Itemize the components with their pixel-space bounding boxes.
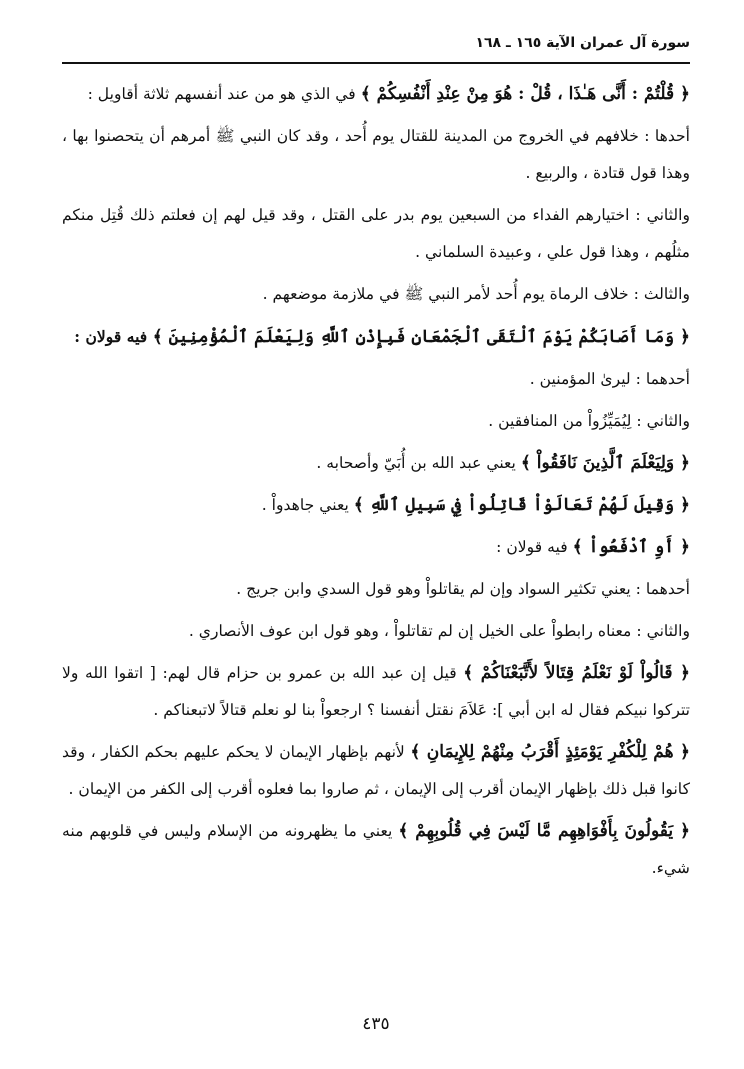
commentary-text: لأنهم بإظهار الإيمان لا يحكم عليهم بحكم الكفار ، وقد كانوا قبل ذلك بإظهار الإيمان أقرب إلى الإيمان ، ثم صاروا بما فعلوه أقرب إلى الكفر من الإيمان . xyxy=(62,743,690,798)
quran-verse: ﴿ أَوِ ٱدْفَعُواْ ﴾ xyxy=(572,537,690,557)
paragraph-3 xyxy=(62,197,690,271)
quran-verse: ﴿ قَالُواْ لَوْ نَعْلَمُ قِتَالاً لأَتَّبَعْنَاكُمْ ﴾ xyxy=(463,663,690,683)
paragraph-12 xyxy=(62,613,690,650)
commentary-text: في الذي هو من عند أنفسهم ثلاثة أقاويل : xyxy=(87,85,361,103)
commentary-text: فيه قولان : xyxy=(74,327,153,346)
paragraph-5 xyxy=(62,318,690,356)
header-title: سورة آل عمران الآية ١٦٥ ـ ١٦٨ xyxy=(475,35,690,51)
quran-verse: ﴿ يَقُولُونَ بِأَفْوَاهِهِم مَّا لَيْسَ فِي قُلُوبِهِمْ ﴾ xyxy=(398,821,690,841)
page xyxy=(62,28,690,1048)
paragraph-10 xyxy=(62,529,690,566)
paragraph-13 xyxy=(62,655,690,729)
commentary-text: أحدهما : يعني تكثير السواد وإن لم يقاتلواْ وهو قول السدي وابن جريج . xyxy=(236,580,690,598)
quran-verse: ﴿ قُلْتُمْ : أَنَّى هَـٰذَا ، قُلْ : هُوَ مِنْ عِنْدِ أَنْفُسِكُمْ ﴾ xyxy=(360,84,690,104)
paragraph-9 xyxy=(62,487,690,524)
commentary-text: والثالث : خلاف الرماة يوم أُحد لأمر النبي ﷺ في ملازمة موضعهم . xyxy=(262,285,690,303)
quran-verse: ﴿ هُمْ لِلْكُفْرِ يَوْمَئِذٍ أَقْرَبُ مِنْهُمْ لِلإِيمَانِ ﴾ xyxy=(410,742,690,762)
commentary-text: والثاني : اختيارهم الفداء من السبعين يوم بدر على القتل ، وقد قيل لهم إن فعلتم ذلك قُتِل منكم مثلُهم ، وهذا قول علي ، وعبيدة السلماني . xyxy=(62,206,690,261)
commentary-text: والثاني : معناه رابطواْ على الخيل إن لم تقاتلواْ ، وهو قول ابن عوف الأنصاري . xyxy=(188,622,690,640)
running-header xyxy=(62,28,690,64)
page-number: ٤٣٥ xyxy=(362,1014,390,1034)
quran-verse: ﴿ وَمَا أَصَابَكُمْ يَوْمَ ٱلْتَقَى ٱلْجَمْعَانِ فَبِإِذْنِ ٱللَّهِ وَلِيَعْلَمَ ٱلْمُؤْمِنِينَ ﴾ xyxy=(152,327,690,347)
paragraph-14 xyxy=(62,734,690,808)
quran-verse: ﴿ وَلِيَعْلَمَ ٱلَّذِينَ نَافَقُواْ ﴾ xyxy=(520,453,690,473)
commentary-text: يعني عبد الله بن أُبَيّ وأصحابه . xyxy=(316,454,521,472)
commentary-text: أحدها : خلافهم في الخروج من المدينة للقتال يوم أُحد ، وقد كان النبي ﷺ أمرهم أن يتحصنوا بها ، وهذا قول قتادة ، والربيع . xyxy=(62,127,690,182)
paragraph-6 xyxy=(62,361,690,398)
paragraph-15 xyxy=(62,813,690,887)
quran-verse: ﴿ وَقِيلَ لَهُمْ تَعَالَوْاْ قَاتِلُواْ فِي سَبِيلِ ٱللَّهِ ﴾ xyxy=(353,495,690,515)
paragraph-7 xyxy=(62,403,690,440)
commentary-text: قيل إن عبد الله بن عمرو بن حزام قال لهم: [ اتقوا الله ولا تتركوا نبيكم فقال له ابن أبي ]: عَلاَمَ نقتل أنفسنا ؟ ارجعواْ بنا لو نعلم قتالاً لاتبعناكم . xyxy=(62,664,690,719)
commentary-text: والثاني : لِيُمَيِّزُواْ من المنافقين . xyxy=(488,412,690,430)
paragraph-2 xyxy=(62,118,690,192)
commentary-text: أحدهما : ليرىٰ المؤمنين . xyxy=(529,370,690,388)
paragraph-4 xyxy=(62,276,690,313)
paragraph-8 xyxy=(62,445,690,482)
commentary-text: يعني جاهدواْ . xyxy=(261,496,354,514)
paragraph-11 xyxy=(62,571,690,608)
page-body xyxy=(62,76,690,892)
commentary-text: يعني ما يظهرونه من الإسلام وليس في قلوبهم منه شيء. xyxy=(62,822,690,877)
commentary-text: فيه قولان : xyxy=(496,538,573,556)
paragraph-1 xyxy=(62,76,690,113)
